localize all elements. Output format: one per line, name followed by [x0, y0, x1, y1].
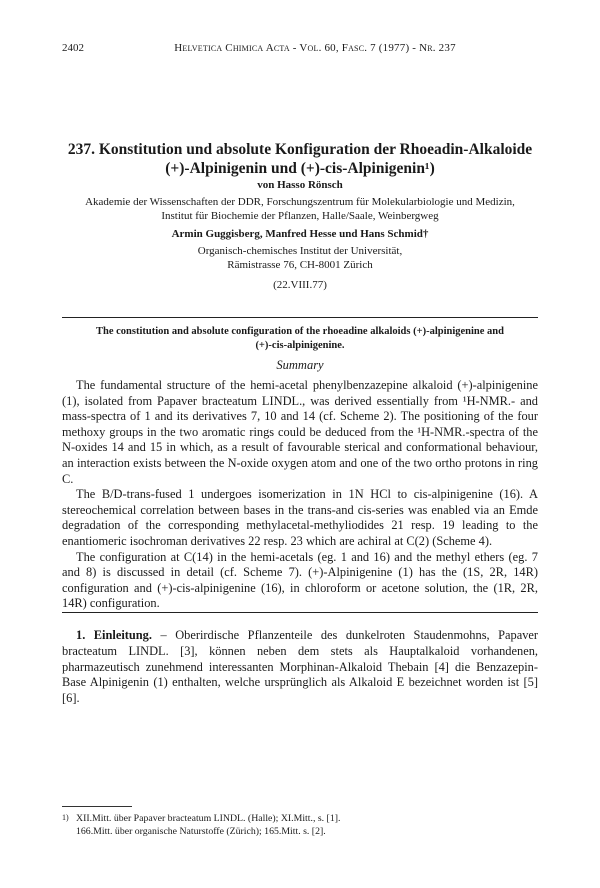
english-title-line-1: The constitution and absolute configuration of the rhoeadine alkaloids (+)-alpinigenine and: [96, 326, 504, 337]
summary-top-rule: [62, 317, 538, 318]
footnote-body: [62, 813, 538, 838]
introduction-paragraph: 1. Einleitung. – Oberirdische Pflanzenteile des dunkelroten Staudenmohns, Papaver bracteatum LINDL. [3], können neben dem stets als Hauptalkaloid vorhandenen, pharmazeutisch zunehmend interessanten Morphinan-Alkaloid Thebain [4] die Benzazepin-Base Alpinigenin (1) enthalten, welche ursprünglich als Alkaloid E bezeichnet worden ist [5] [6].: [62, 628, 539, 706]
article-title: [62, 140, 538, 178]
running-header: [62, 42, 538, 54]
summary-body: [62, 378, 538, 612]
summary-paragraph: The fundamental structure of the hemi-acetal phenylbenzazepine alkaloid (+)-alpinigenine (1), isolated from Papaver bracteatum LINDL., was derived essentially from ¹H-NMR.- and mass-spectra of 1 and its derivatives 7, 10 and 14 (cf. Scheme 2). The positioning of the four methoxy groups in the two aromatic rings could be deduced from the ¹H-NMR.-spectra of the N-oxides 14 and 15 in which, as a result of favourable sterical and conformational behaviour, an interaction exists between the N-oxide oxygen atom and one of the two ortho protons in ring C.: [62, 378, 538, 486]
affiliation-1: [62, 195, 538, 223]
summary-heading: Summary: [276, 358, 324, 372]
summary-paragraph: The configuration at C(14) in the hemi-acetals (eg. 1 and 16) and the methyl ethers (eg. 7 and 8) is discussed in detail (cf. Scheme 7). (+)-Alpinigenine (1) has the (1S, 2R, 14R) configuration and (+)-cis-alpinigenine (16), in chloroform or acetone solution, the (1R, 2R, 14R) configuration.: [62, 549, 538, 611]
footnote-mark: 1): [62, 813, 69, 822]
introduction-text: Oberirdische Pflanzenteile des dunkelroten Staudenmohns, Papaver bracteatum LINDL. [3], können neben dem stets als Hauptalkaloid vorhandenen, pharmazeutisch zunehmend interessanten Morphinan-Alkaloid Thebain [4] die Benzazepin-Base Alpinigenin (1) enthalten, welche ursprünglich als Alkaloid E bezeichnet worden ist [5] [6].: [62, 628, 539, 706]
author-line-1: von Hasso Rönsch: [257, 179, 343, 191]
author-line-2: Armin Guggisberg, Manfred Hesse und Hans Schmid†: [171, 228, 429, 240]
affiliation-2: [62, 244, 538, 272]
affiliation-1-line-2: Institut für Biochemie der Pflanzen, Halle/Saale, Weinbergweg: [161, 210, 439, 222]
english-title: [90, 325, 510, 353]
summary-bottom-rule: [62, 612, 538, 613]
page-number: 2402: [62, 42, 84, 54]
introduction-heading: 1. Einleitung.: [76, 628, 152, 642]
received-date: (22.VIII.77): [273, 279, 327, 291]
footnote-rule: [62, 806, 132, 807]
affiliation-2-line-1: Organisch-chemisches Institut der Universität,: [197, 245, 403, 257]
journal-citation: Helvetica Chimica Acta - Vol. 60, Fasc. 7 (1977) - Nr. 237: [174, 42, 456, 54]
english-title-line-2: (+)-cis-alpinigenine.: [255, 340, 345, 351]
footnote-line-1: XII.Mitt. über Papaver bracteatum LINDL. (Halle); XI.Mitt., s. [1].: [76, 813, 341, 824]
affiliation-1-line-1: Akademie der Wissenschaften der DDR, Forschungszentrum für Molekularbiologie und Medizin,: [85, 196, 515, 208]
article-title-line-1: 237. Konstitution und absolute Konfiguration der Rhoeadin-Alkaloide: [67, 141, 533, 158]
article-title-line-2: (+)-Alpinigenin und (+)-cis-Alpinigenin¹): [165, 160, 435, 177]
summary-paragraph: The B/D-trans-fused 1 undergoes isomerization in 1N HCl to cis-alpinigenine (16). A stereochemical correlation between bases in the trans-and cis-series was enabled via an Emde degradation of the corresponding methylacetal-methyliodides 21 resp. 19 leading to the enantiomeric isochroman derivatives 22 resp. 23 which are achiral at C(2) (Scheme 4).: [62, 487, 538, 548]
footnote-line-2: 166.Mitt. über organische Naturstoffe (Zürich); 165.Mitt. s. [2].: [76, 825, 326, 837]
introduction-section: [62, 628, 538, 707]
footnote: [62, 813, 538, 838]
affiliation-2-line-2: Rämistrasse 76, CH-8001 Zürich: [227, 259, 373, 271]
